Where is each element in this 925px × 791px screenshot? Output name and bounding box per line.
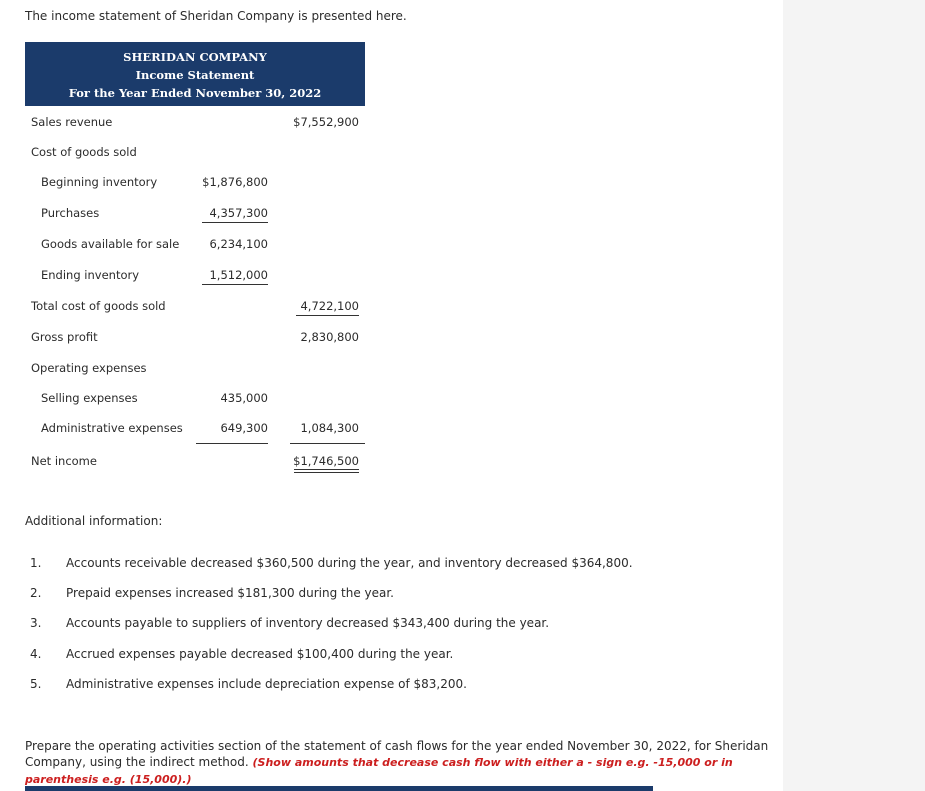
row-amount: 6,234,100 bbox=[209, 237, 268, 251]
row-amount: 649,300 bbox=[220, 421, 268, 435]
row-administrative-expenses bbox=[0, 421, 370, 437]
item-number: 4. bbox=[30, 647, 42, 661]
row-ending-inventory bbox=[0, 268, 370, 284]
row-label: Total cost of goods sold bbox=[31, 299, 166, 313]
item-number: 5. bbox=[30, 677, 42, 691]
item-text: Accounts payable to suppliers of inventory decreased $343,400 during the year. bbox=[66, 616, 550, 630]
row-label: Ending inventory bbox=[41, 268, 140, 282]
item-number: 3. bbox=[30, 616, 42, 630]
row-amount: 1,512,000 bbox=[209, 268, 268, 282]
prompt-instruction: (Show amounts that decrease cash flow with either a - sign e.g. -15,000 or in parenthesis e.g. (15,000).) bbox=[25, 756, 733, 786]
intro-text: The income statement of Sheridan Company is presented here. bbox=[25, 9, 407, 23]
row-label: Cost of goods sold bbox=[31, 145, 137, 159]
right-gutter bbox=[783, 0, 925, 791]
row-purchases bbox=[0, 206, 370, 222]
row-label: Net income bbox=[31, 454, 97, 468]
row-amount: $1,746,500 bbox=[293, 454, 359, 468]
row-amount: $7,552,900 bbox=[293, 115, 359, 129]
item-text: Prepaid expenses increased $181,300 during the year. bbox=[66, 586, 394, 600]
underline bbox=[196, 443, 268, 444]
underline bbox=[290, 443, 365, 444]
row-amount: 2,830,800 bbox=[300, 330, 359, 344]
row-amount: 4,722,100 bbox=[300, 299, 359, 313]
row-total: 1,084,300 bbox=[300, 421, 359, 435]
double-underline bbox=[294, 469, 359, 470]
row-amount: 435,000 bbox=[220, 391, 268, 405]
underline bbox=[202, 284, 268, 285]
question-prompt bbox=[25, 738, 775, 788]
row-amount: 4,357,300 bbox=[209, 206, 268, 220]
row-gross-profit bbox=[0, 330, 370, 346]
answer-table-header-bar bbox=[25, 786, 653, 791]
company-name: SHERIDAN COMPANY bbox=[123, 50, 267, 64]
underline bbox=[296, 315, 359, 316]
row-label: Administrative expenses bbox=[41, 421, 183, 435]
statement-header bbox=[25, 42, 365, 106]
prompt-text: Prepare the operating activities section of the statement of cash flows for the year ended November 30, 2022, for Sheridan Company, using the indirect method. bbox=[25, 739, 769, 769]
row-beginning-inventory bbox=[0, 175, 370, 191]
row-net-income bbox=[0, 454, 370, 470]
row-selling-expenses bbox=[0, 391, 370, 407]
statement-period: For the Year Ended November 30, 2022 bbox=[68, 86, 322, 100]
row-cost-of-goods-sold bbox=[0, 145, 370, 161]
row-label: Selling expenses bbox=[41, 391, 138, 405]
double-underline bbox=[294, 472, 359, 473]
row-label: Goods available for sale bbox=[41, 237, 180, 251]
row-label: Gross profit bbox=[31, 330, 98, 344]
item-text: Administrative expenses include depreciation expense of $83,200. bbox=[66, 677, 467, 691]
row-label: Sales revenue bbox=[31, 115, 113, 129]
row-label: Purchases bbox=[41, 206, 100, 220]
row-label: Operating expenses bbox=[31, 361, 147, 375]
item-text: Accrued expenses payable decreased $100,400 during the year. bbox=[66, 647, 454, 661]
row-amount: $1,876,800 bbox=[202, 175, 268, 189]
item-number: 1. bbox=[30, 556, 42, 570]
additional-heading: Additional information: bbox=[25, 514, 163, 528]
row-operating-expenses bbox=[0, 361, 370, 377]
row-label: Beginning inventory bbox=[41, 175, 158, 189]
underline bbox=[202, 222, 268, 223]
row-sales-revenue bbox=[0, 115, 370, 131]
item-number: 2. bbox=[30, 586, 42, 600]
item-text: Accounts receivable decreased $360,500 during the year, and inventory decreased $364,800. bbox=[66, 556, 633, 570]
row-total-cogs bbox=[0, 299, 370, 315]
row-goods-available bbox=[0, 237, 370, 253]
statement-title: Income Statement bbox=[135, 68, 255, 82]
